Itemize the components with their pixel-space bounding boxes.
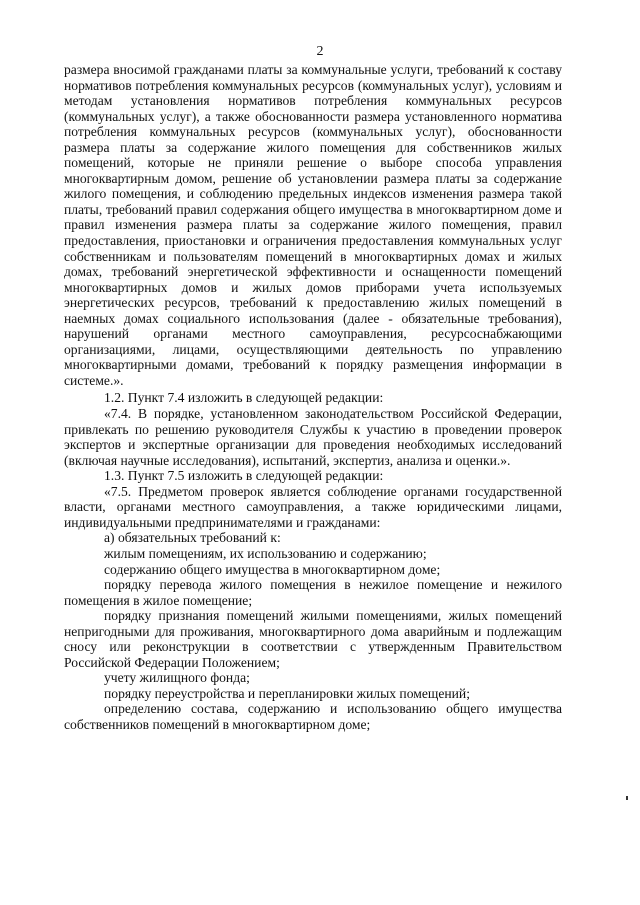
paragraph-list-item: учету жилищного фонда; [104, 670, 250, 686]
paragraph-continued: размера вносимой гражданами платы за коммунальные услуги, требований к составу нормативов потребления коммунальных ресурсов (коммунальных услуг), условиям и методам установления нормативов потребления коммунальных ресурсов (коммунальных услуг), а также обоснованности размера установленного норматива потребления коммунальных ресурсов (коммунальных услуг), обоснованности размера платы за содержание жилого помещения для собственников жилых помещений, которые не приняли решение о выборе способа управления многоквартирным домом, решение об установлении размера платы за содержание жилого помещения, и соблюдению предельных индексов изменения размера такой платы, требований правил содержания общего имущества в многоквартирном доме и правил изменения размера платы за содержание жилого помещения, правил предоставления, приостановки и ограничения предоставления коммунальных услуг собственникам и пользователям помещений в многоквартирных домах и жилых домах, требований энергетической эффективности и оснащенности помещений многоквартирных домов и жилых домов приборами учета используемых энергетических ресурсов, требований к предоставлению жилых помещений в наемных домах социального использования (далее - обязательные требования), нарушений органами местного самоуправления, ресурсоснабжающими организациями, лицами, осуществляющими деятельность по управлению многоквартирными домами, требований к порядку размещения информации в системе.». [64, 62, 562, 388]
paragraph-list-item: порядку переустройства и перепланировки жилых помещений; [104, 685, 470, 701]
page-number: 2 [316, 44, 324, 59]
paragraph-item-1-2: 1.2. Пункт 7.4 изложить в следующей редакции: [104, 390, 384, 406]
paragraph-list-item: определению состава, содержанию и использованию общего имущества собственников помещений в многоквартирном доме; [64, 701, 562, 732]
document-body [64, 62, 562, 733]
paragraph-list-item: порядку перевода жилого помещения в нежилое помещение и нежилого помещения в жилое помещение; [64, 577, 562, 608]
paragraph-list-item: порядку признания помещений жилыми помещениями, жилых помещений непригодными для проживания, многоквартирного дома аварийным и подлежащим сносу или реконструкции в соответствии с утвержденным Правительством Российской Федерации Положением; [64, 608, 562, 670]
paragraph-subitem-a: а) обязательных требований к: [104, 530, 281, 546]
paragraph-list-item: содержанию общего имущества в многоквартирном доме; [104, 561, 441, 577]
paragraph-clause-7-5: «7.5. Предметом проверок является соблюдение органами государственной власти, органами местного самоуправления, а также юридическими лицами, индивидуальными предпринимателями и гражданами: [64, 483, 562, 530]
scan-speck [626, 796, 628, 800]
paragraph-clause-7-4: «7.4. В порядке, установленном законодательством Российской Федерации, привлекать по решению руководителя Службы к участию в проведении проверок экспертов и экспертные организации для проведения необходимых исследований (включая научные исследования), испытаний, экспертиз, анализа и оценки.». [64, 406, 562, 468]
paragraph-list-item: жилым помещениям, их использованию и содержанию; [104, 545, 427, 561]
paragraph-item-1-3: 1.3. Пункт 7.5 изложить в следующей редакции: [104, 468, 384, 484]
